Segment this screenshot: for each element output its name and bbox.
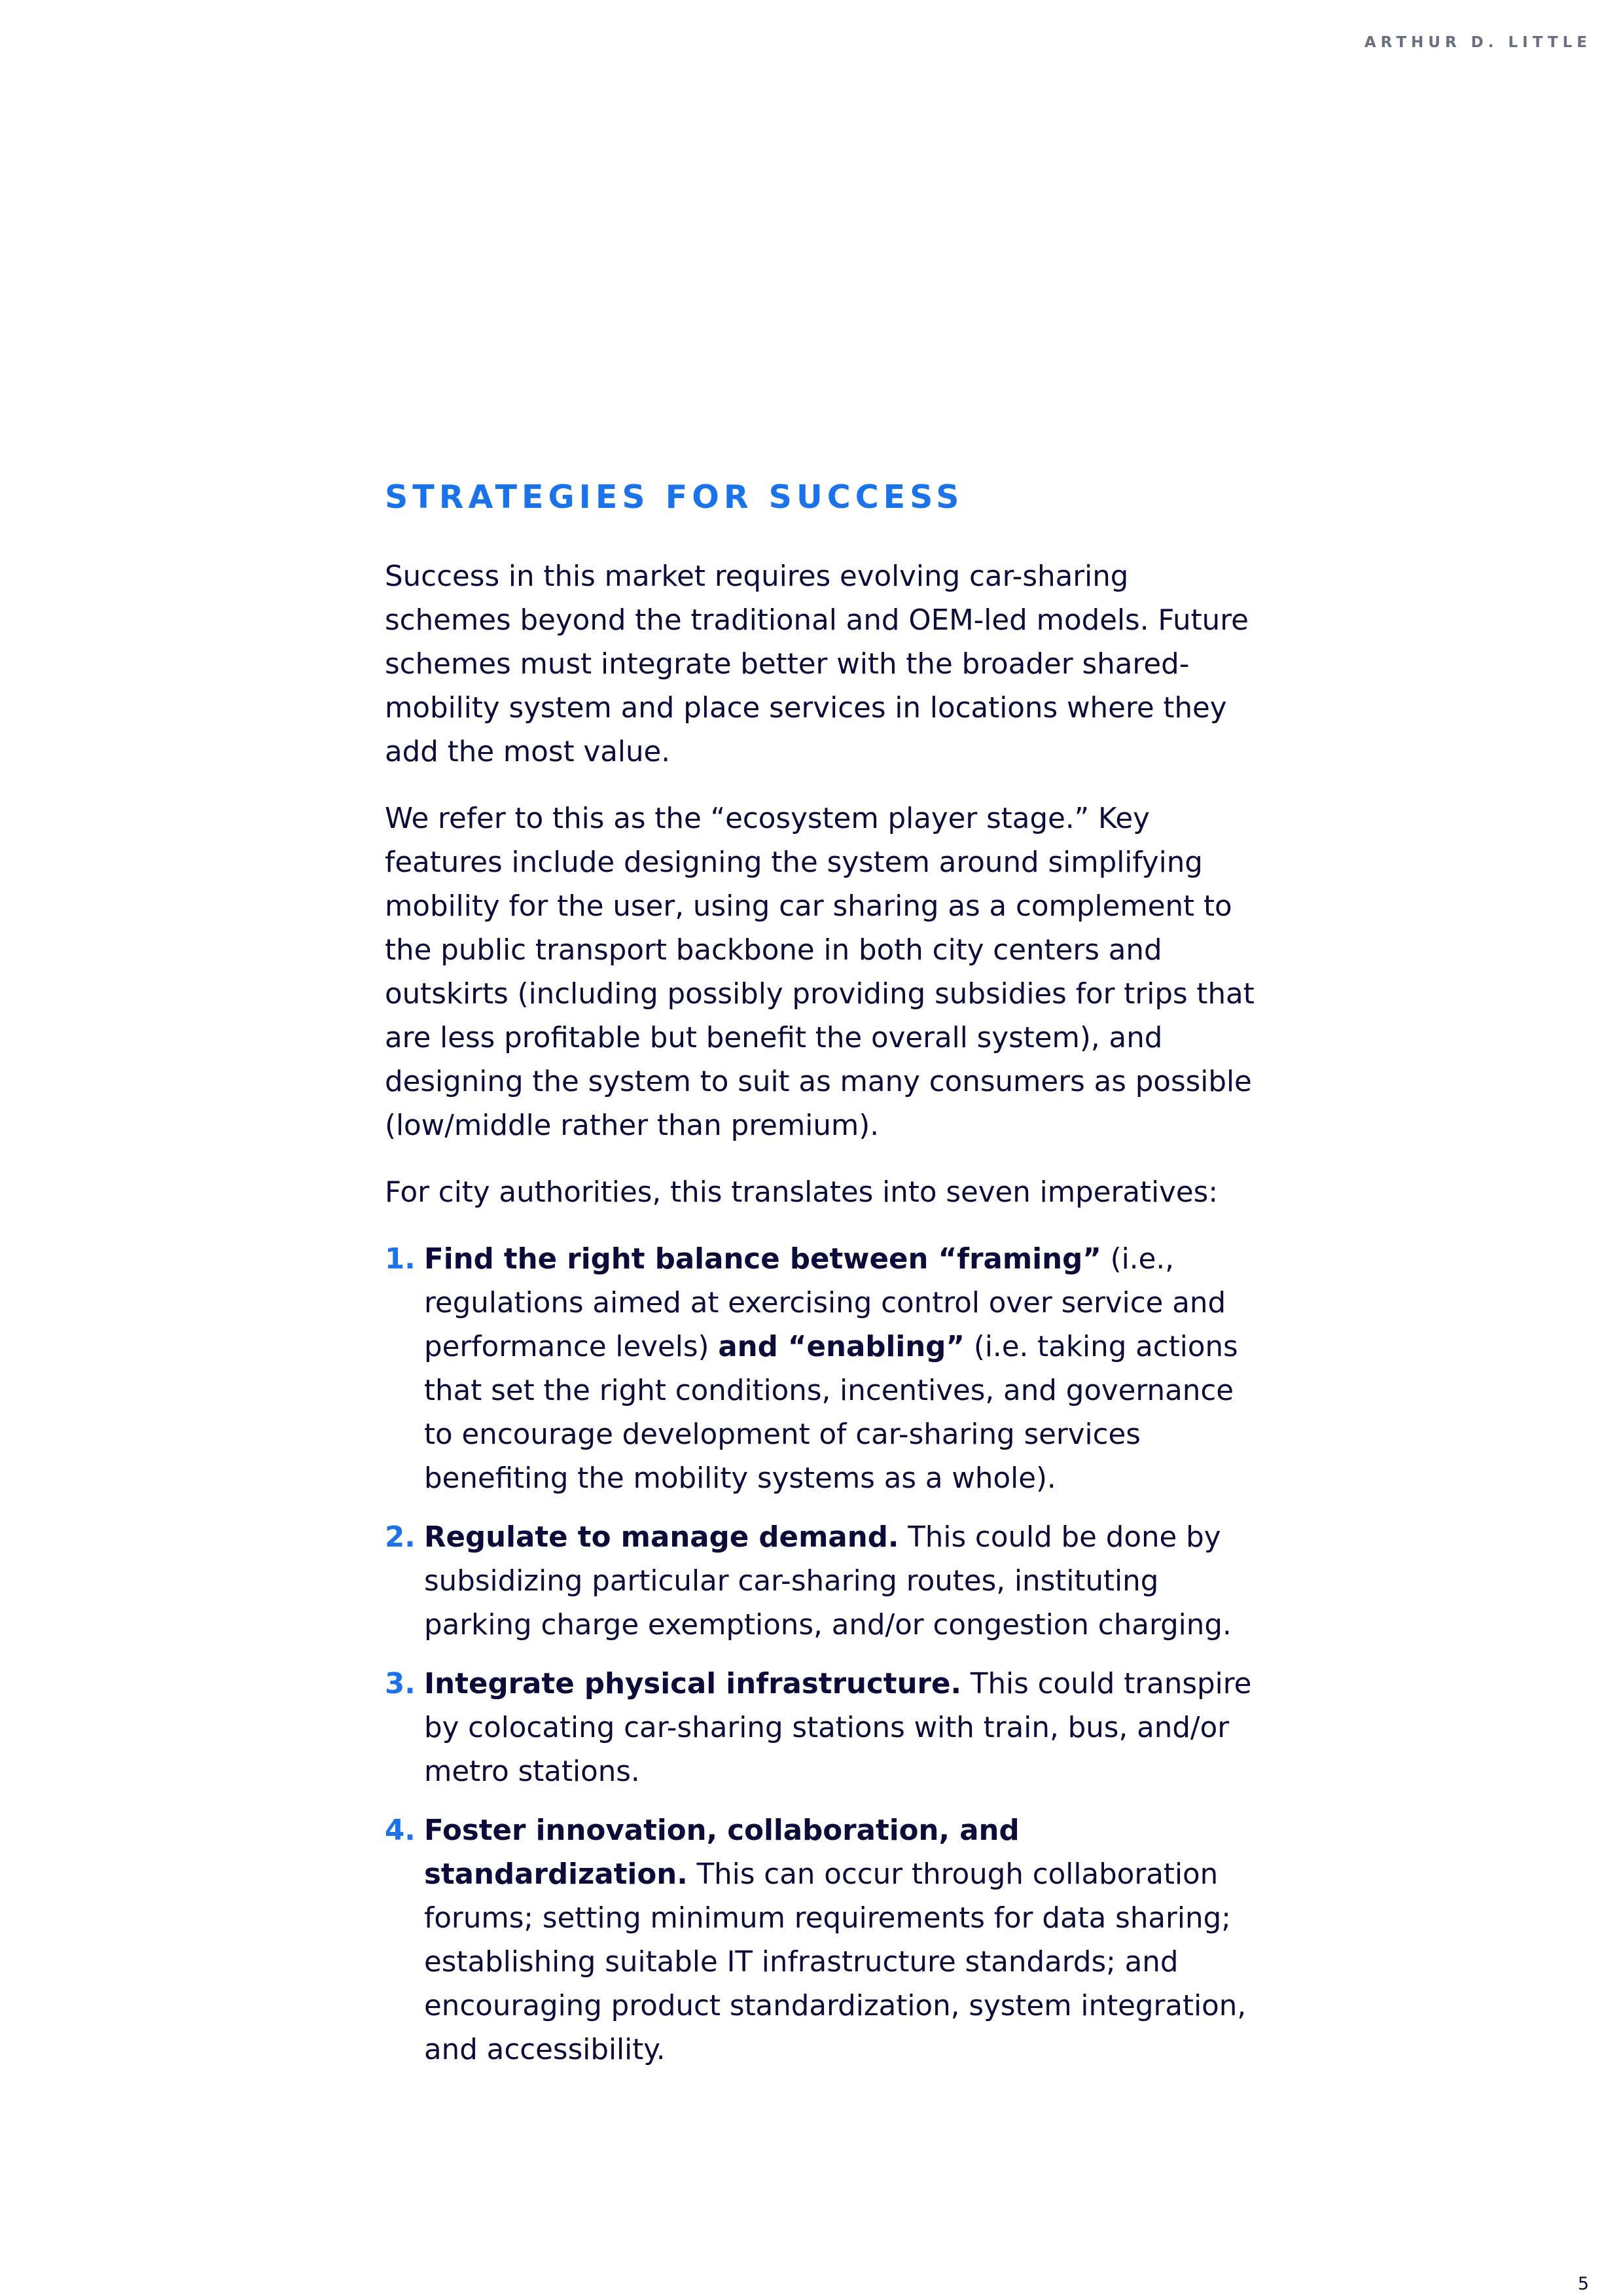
list-item-number: 4.: [385, 1814, 416, 1847]
list-item-number: 1.: [385, 1243, 416, 1276]
list-item-text: This could be done by subsidizing particular car-sharing routes, instituting parking charge exemptions, and/or congestion charging.: [424, 1521, 1232, 1641]
list-item-bold: Find the right balance between “framing”: [424, 1243, 1101, 1276]
page-number: 5: [1577, 2274, 1589, 2294]
section-title: STRATEGIES FOR SUCCESS: [385, 478, 964, 516]
list-item-bold: and “enabling”: [718, 1331, 965, 1363]
intro-paragraph: Success in this market requires evolving car-sharing schemes beyond the traditional and OEM-led models. Future schemes must integrate better with the broader shared-mobility system and place services in locations where they add the most value.: [385, 560, 1249, 768]
list-item-bold: Foster innovation, collaboration, and standardization.: [424, 1814, 1020, 1891]
list-item: [385, 1238, 1255, 1501]
imperatives-list: [385, 1238, 1255, 2072]
list-item-text: (i.e., regulations aimed at exercising control over service and performance levels): [424, 1243, 1226, 1363]
list-item-bold: Integrate physical infrastructure.: [424, 1668, 962, 1700]
list-item-number: 2.: [385, 1521, 416, 1554]
list-item: [385, 1809, 1255, 2072]
list-item-text: This could transpire by colocating car-sharing stations with train, bus, and/or metro stations.: [424, 1668, 1252, 1788]
list-item-bold: Regulate to manage demand.: [424, 1521, 899, 1554]
list-item: [385, 1662, 1255, 1794]
ecosystem-paragraph: We refer to this as the “ecosystem player stage.” Key features include designing the system around simplifying mobility for the user, using car sharing as a complement to the public transport backbone in both city centers and outskirts (including possibly providing subsidies for trips that are less profitable but benefit the overall system), and designing the system to suit as many consumers as possible (low/middle rather than premium).: [385, 802, 1255, 1142]
list-item-text: This can occur through collaboration forums; setting minimum requirements for data sharing; establishing suitable IT infrastructure standards; and encouraging product standardization, system integration, and accessibility.: [424, 1858, 1247, 2066]
brand-name: ARTHUR D. LITTLE: [1364, 34, 1592, 51]
imperatives-intro: For city authorities, this translates into seven imperatives:: [385, 1176, 1218, 1209]
main-content: [385, 476, 1255, 2087]
list-item-number: 3.: [385, 1668, 416, 1700]
list-item: [385, 1516, 1255, 1647]
list-item-text: (i.e. taking actions that set the right conditions, incentives, and governance to encourage development of car-sharing services benefiting the mobility systems as a whole).: [424, 1331, 1238, 1495]
